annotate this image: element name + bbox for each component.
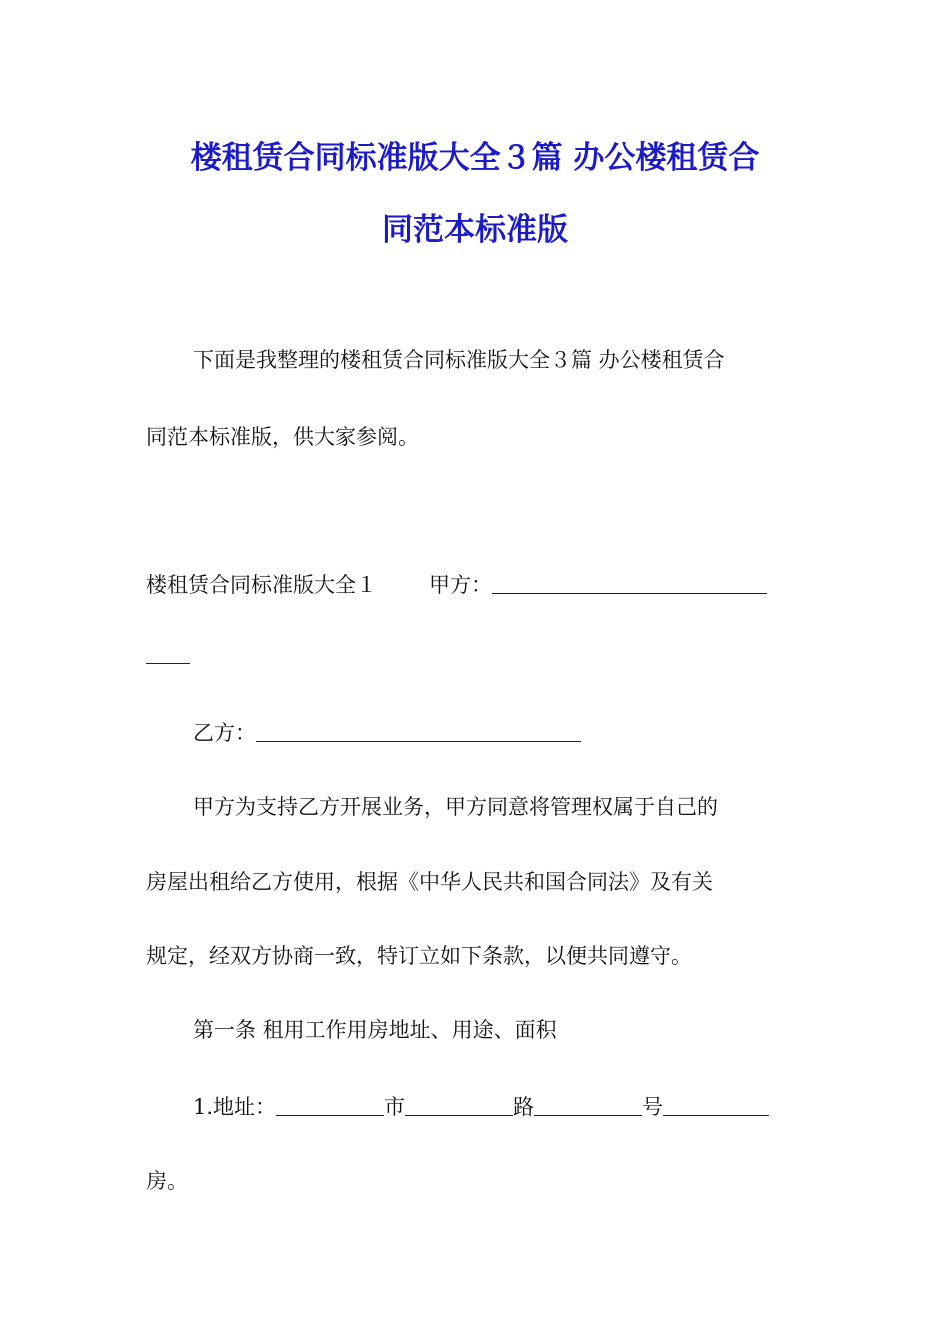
section-heading: 楼租赁合同标准版大全１ bbox=[146, 573, 377, 597]
party-a-blank-continued bbox=[146, 662, 190, 664]
body-line-1: 甲方为支持乙方开展业务，甲方同意将管理权属于自己的 bbox=[193, 795, 718, 819]
city-label: 市 bbox=[384, 1095, 406, 1119]
section-heading-row bbox=[146, 570, 767, 600]
city-blank bbox=[276, 1114, 384, 1116]
intro-line-2: 同范本标准版，供大家参阅。 bbox=[146, 425, 419, 449]
room-blank bbox=[663, 1114, 769, 1116]
road-blank bbox=[405, 1114, 513, 1116]
body-line-3: 规定，经双方协商一致，特订立如下条款，以便共同遵守。 bbox=[146, 944, 692, 968]
document-title-line-1: 楼租赁合同标准版大全３篇 办公楼租赁合 bbox=[190, 140, 760, 176]
party-a-blank-continued-row bbox=[146, 640, 190, 670]
party-b-row bbox=[193, 718, 581, 748]
road-label: 路 bbox=[513, 1095, 535, 1119]
party-b-blank bbox=[256, 740, 581, 742]
room-label: 房。 bbox=[146, 1169, 188, 1193]
document-title-line-2: 同范本标准版 bbox=[382, 212, 568, 248]
party-a-blank bbox=[492, 592, 767, 594]
body-line-2: 房屋出租给乙方使用，根据《中华人民共和国合同法》及有关 bbox=[146, 870, 713, 894]
intro-line-1: 下面是我整理的楼租赁合同标准版大全３篇 办公楼租赁合 bbox=[193, 348, 725, 372]
number-blank bbox=[534, 1114, 642, 1116]
address-label: 1.地址： bbox=[193, 1095, 277, 1119]
party-a-label: 甲方： bbox=[429, 573, 492, 597]
number-label: 号 bbox=[642, 1095, 664, 1119]
party-b-label: 乙方： bbox=[193, 721, 256, 745]
address-row bbox=[193, 1092, 769, 1122]
article-1-heading: 第一条 租用工作用房地址、用途、面积 bbox=[193, 1018, 557, 1042]
